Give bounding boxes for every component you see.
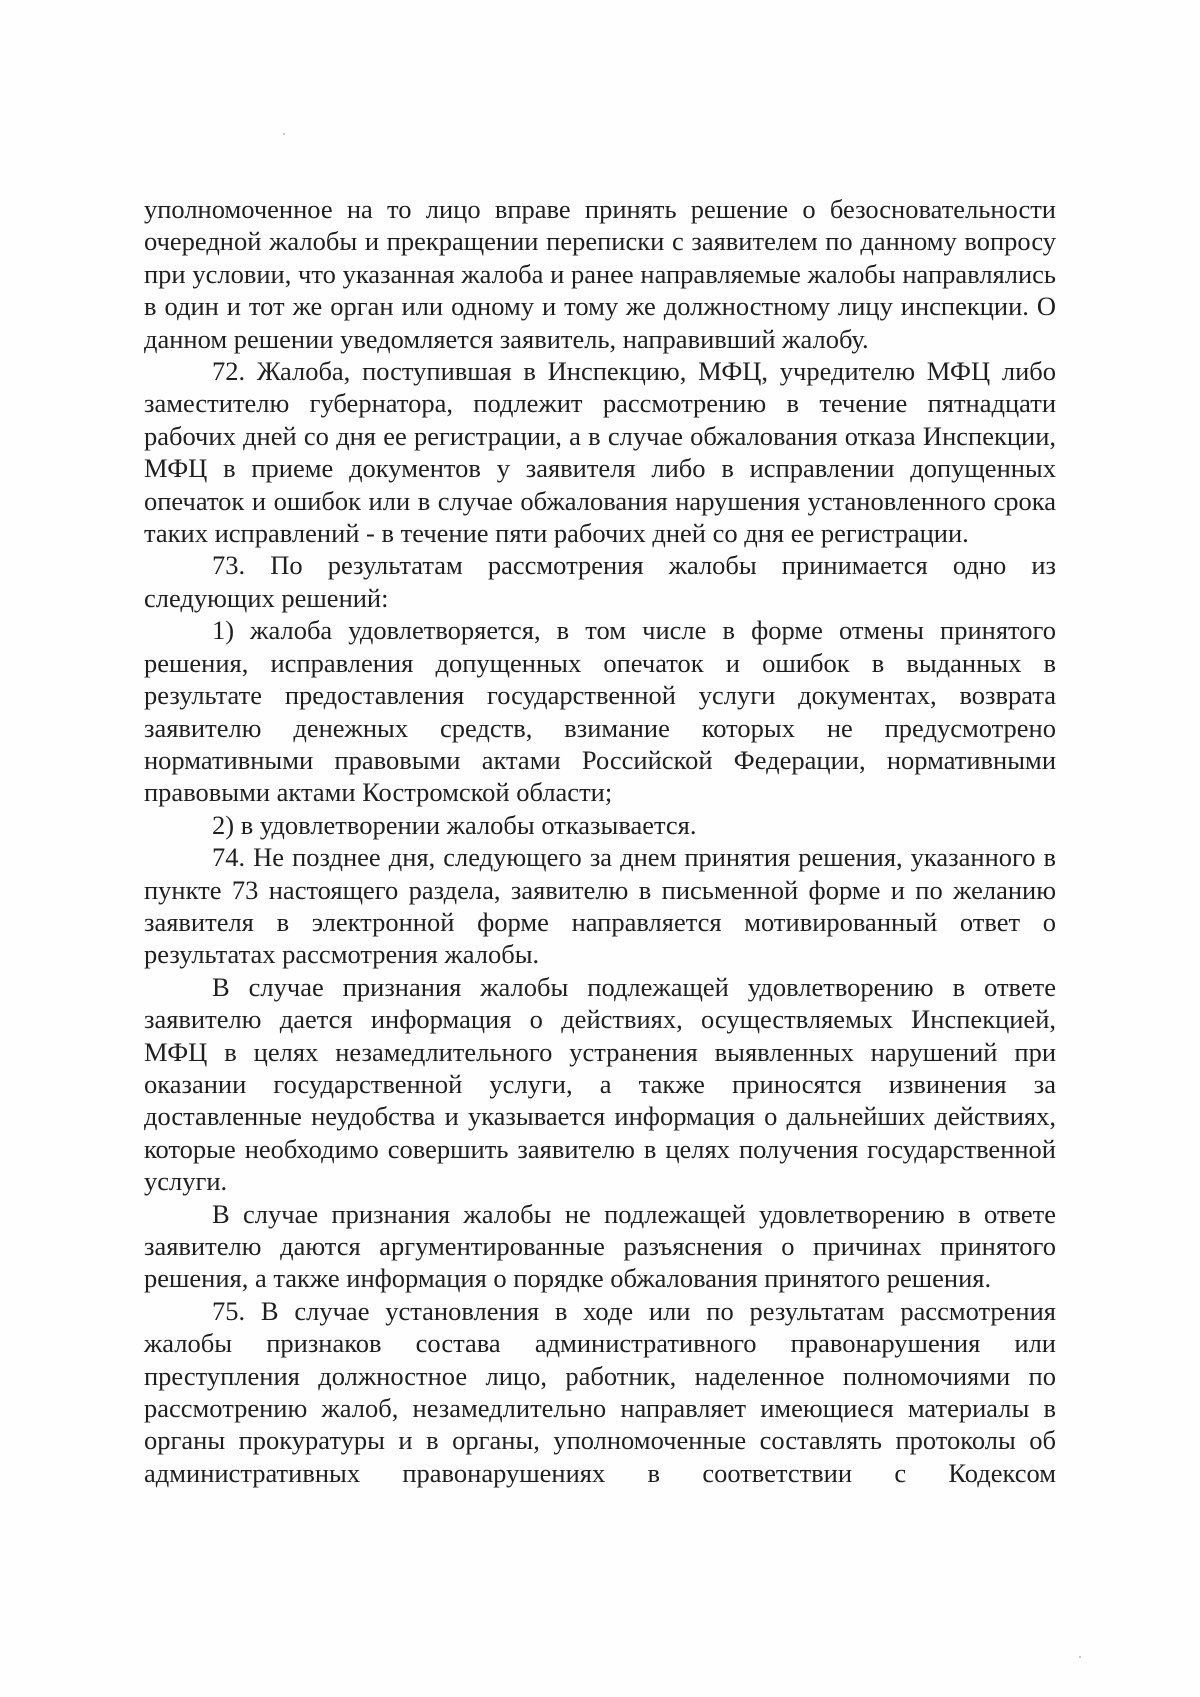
paragraph-73-item-2: 2) в удовлетворении жалобы отказывается.	[212, 809, 697, 840]
paragraph-73-item-1: 1) жалоба удовлетворяется, в том числе в форме отмены принятого решения, исправления допущенных опечаток и ошибок в выданных в результате предоставления государственной услуги документах, возврата заявителю денежных средств, взимание которых не предусмотрено нормативными правовыми актами Российской Федерации, нормативными правовыми актами Костромской области;	[144, 615, 1056, 808]
paragraph-continuation: уполномоченное на то лицо вправе принять решение о безосновательности очередной жалобы и прекращении переписки с заявителем по данному вопросу при условии, что указанная жалоба и ранее направляемые жалобы направлялись в один и тот же орган или одному и тому же должностному лицу инспекции. О данном решении уведомляется заявитель, направивший жалобу.	[144, 194, 1056, 354]
paragraph-73: 73. По результатам рассмотрения жалобы принимается одно из следующих решений:	[144, 550, 1056, 613]
paragraph-74-rejected: В случае признания жалобы не подлежащей удовлетворению в ответе заявителю даются аргументированные разъяснения о причинах принятого решения, а также информация о порядке обжалования принятого решения.	[144, 1198, 1056, 1294]
paragraph-74: 74. Не позднее дня, следующего за днем принятия решения, указанного в пункте 73 настоящего раздела, заявителю в письменной форме и по желанию заявителя в электронной форме направляется мотивированный ответ о результатах рассмотрения жалобы.	[144, 842, 1056, 970]
scan-speck	[1079, 1656, 1081, 1658]
scan-speck	[283, 133, 285, 135]
paragraph-74-satisfied: В случае признания жалобы подлежащей удовлетворению в ответе заявителю дается информация о действиях, осуществляемых Инспекцией, МФЦ в целях незамедлительного устранения выявленных нарушений при оказании государственной услуги, а также приносятся извинения за доставленные неудобства и указывается информация о дальнейших действиях, которые необходимо совершить заявителю в целях получения государственной услуги.	[144, 971, 1056, 1197]
document-body	[144, 193, 1056, 1489]
paragraph-75: 75. В случае установления в ходе или по результатам рассмотрения жалобы признаков состава административного правонарушения или преступления должностное лицо, работник, наделенное полномочиями по рассмотрению жалоб, незамедлительно направляет имеющиеся материалы в органы прокуратуры и в органы, уполномоченные составлять протоколы об административных правонарушениях в соответствии с Кодексом	[144, 1295, 1056, 1488]
paragraph-72: 72. Жалоба, поступившая в Инспекцию, МФЦ, учредителю МФЦ либо заместителю губернатора, подлежит рассмотрению в течение пятнадцати рабочих дней со дня ее регистрации, а в случае обжалования отказа Инспекции, МФЦ в приеме документов у заявителя либо в исправлении допущенных опечаток и ошибок или в случае обжалования нарушения установленного срока таких исправлений - в течение пяти рабочих дней со дня ее регистрации.	[144, 356, 1056, 549]
